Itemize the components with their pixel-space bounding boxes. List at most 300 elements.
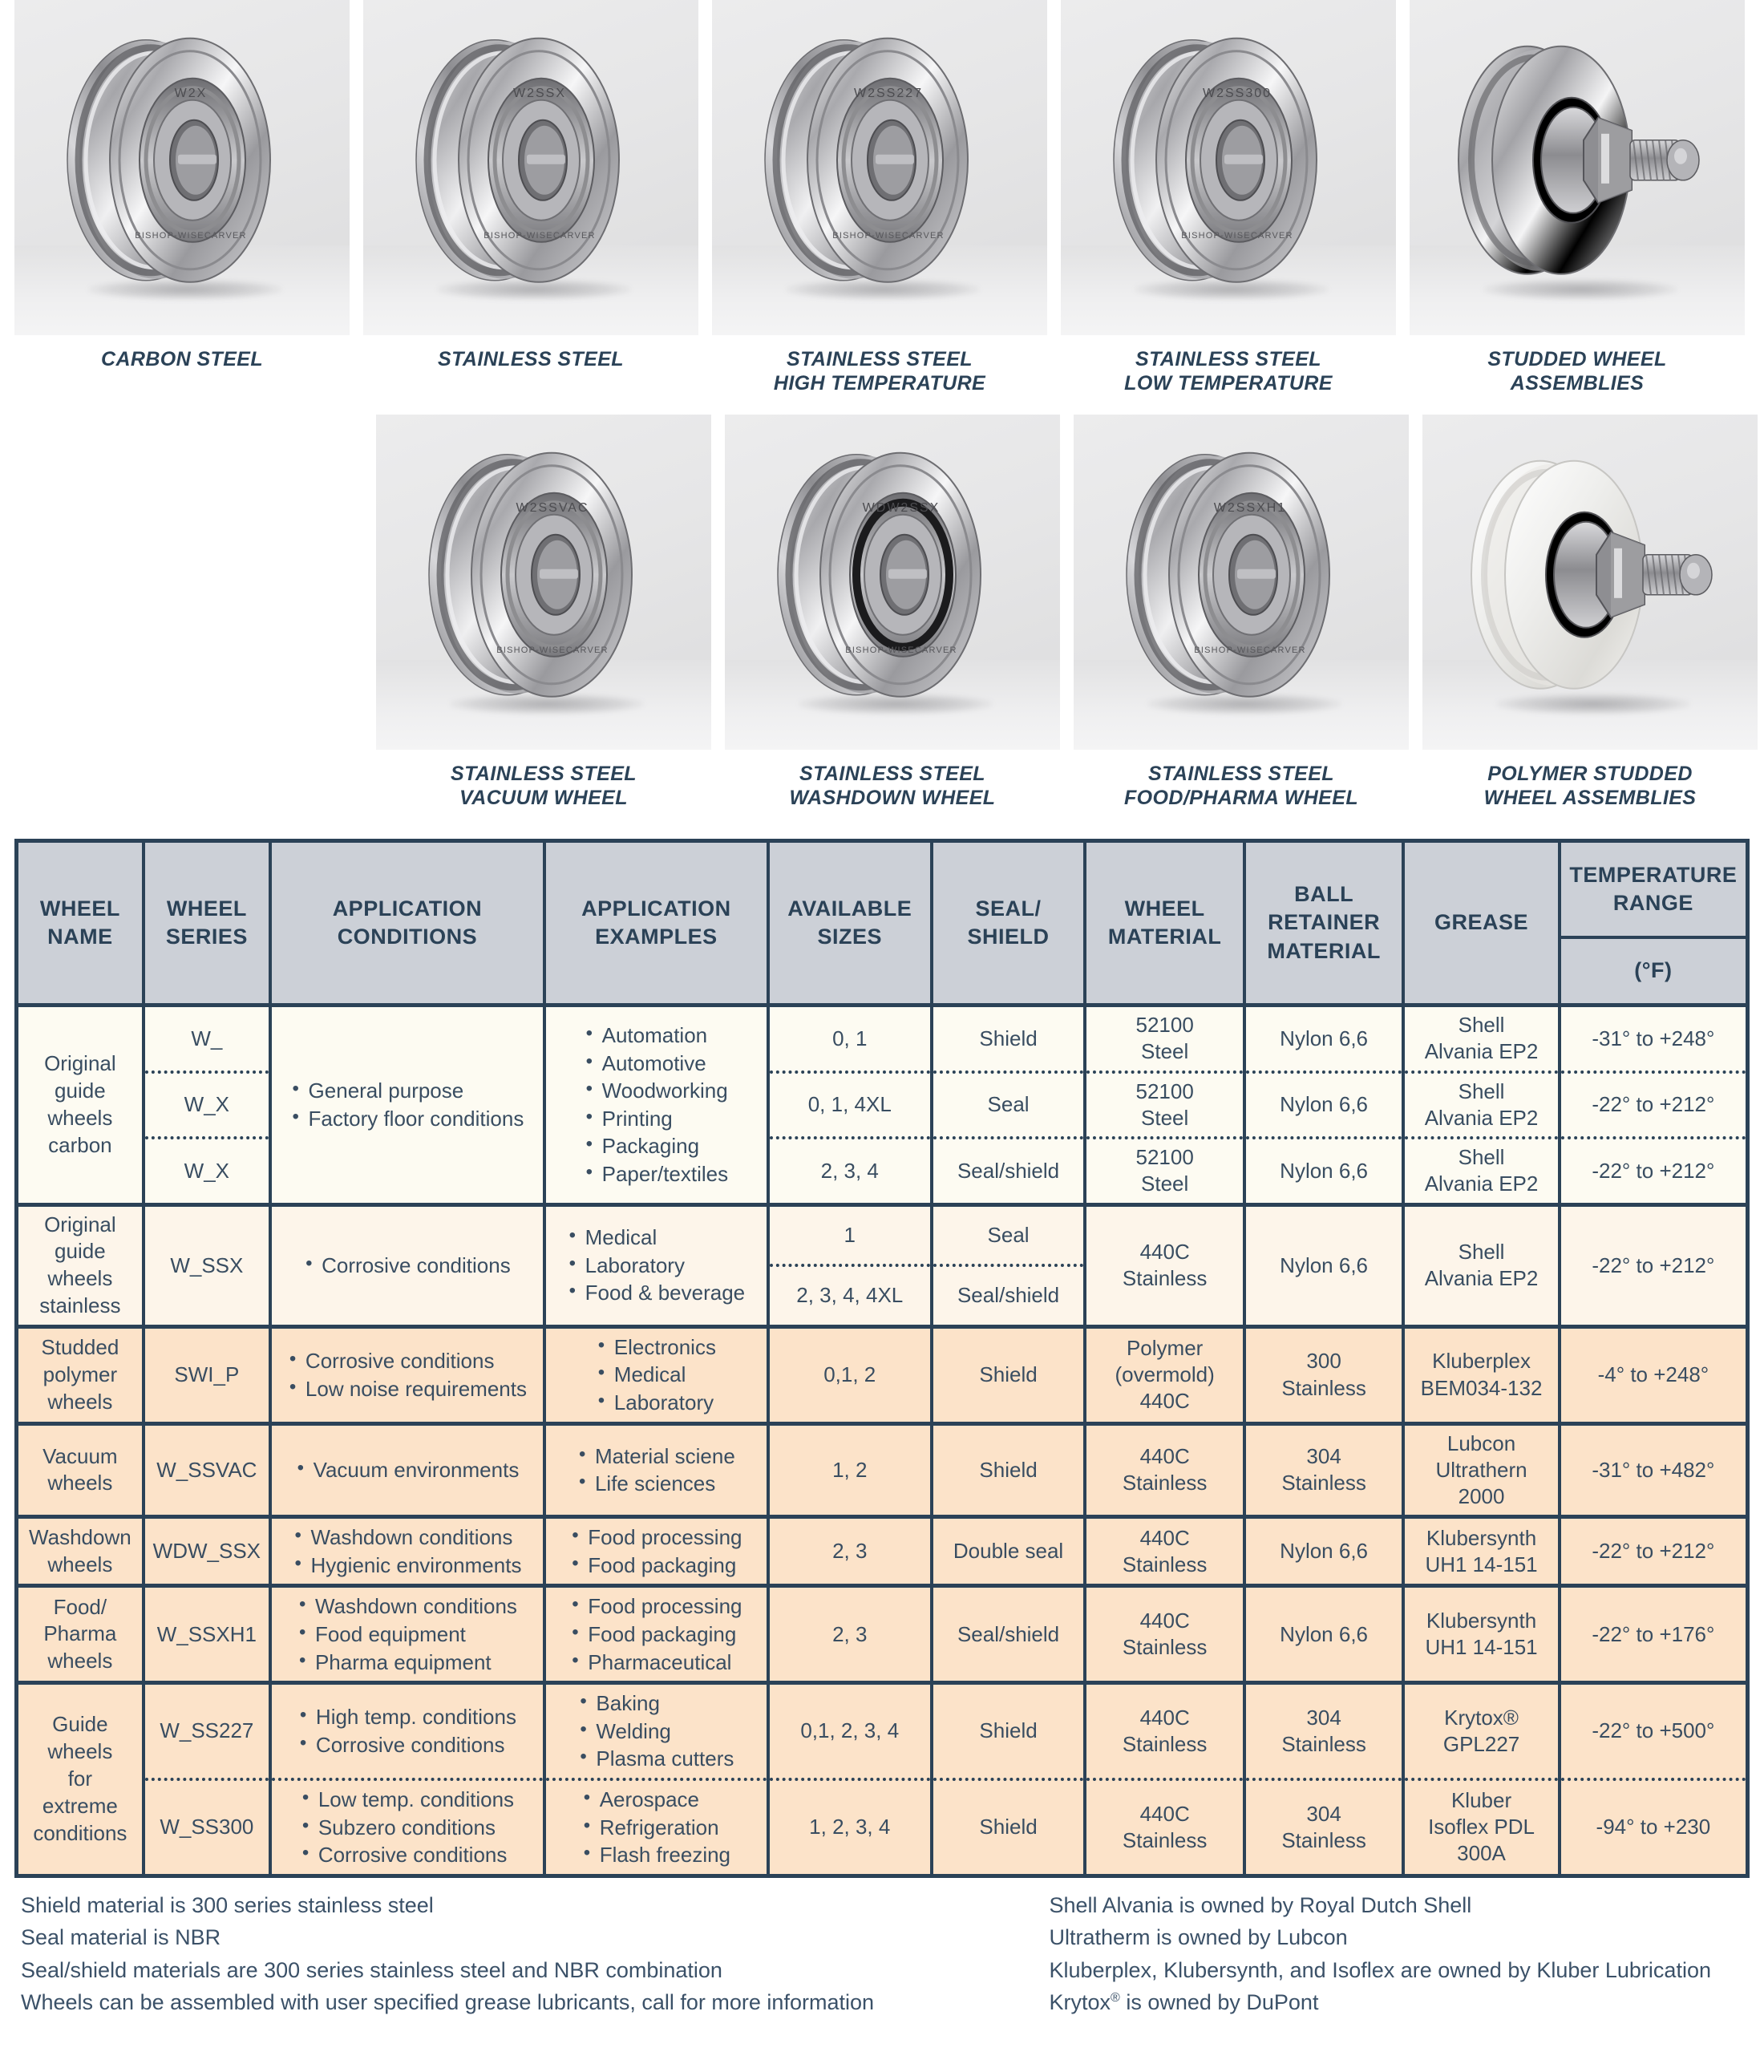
cell-line: Polymer bbox=[1126, 1335, 1204, 1360]
cell-wheel-series: W_SSVAC bbox=[144, 1423, 270, 1517]
cell-grease bbox=[1403, 1006, 1559, 1072]
bullet-list bbox=[296, 1456, 520, 1484]
footnotes-right-column bbox=[1049, 1889, 1750, 2019]
table-header-row bbox=[17, 841, 1748, 1006]
footnote-line: Seal material is NBR bbox=[21, 1925, 221, 1950]
cell-temperature-range: -22° to +500° bbox=[1560, 1683, 1748, 1779]
cell-wheel-material bbox=[1085, 1138, 1244, 1204]
product-photo-row-2 bbox=[376, 415, 1750, 810]
bullet-item: • High temp. conditions bbox=[298, 1703, 516, 1731]
cell-line: Klubersynth bbox=[1426, 1525, 1537, 1550]
cell-line: wheels bbox=[47, 1552, 113, 1576]
cell-seal-shield: Shield bbox=[932, 1423, 1086, 1517]
cell-application-conditions bbox=[270, 1517, 544, 1586]
cell-wheel-name bbox=[17, 1423, 144, 1517]
photo-caption-line: CARBON STEEL bbox=[100, 348, 264, 370]
cell-wheel-series: W_X bbox=[144, 1138, 270, 1204]
cell-ball-retainer-material bbox=[1244, 1138, 1403, 1204]
cell-application-conditions bbox=[270, 1423, 544, 1517]
product-photo-cell bbox=[1074, 415, 1409, 810]
bullet-item: • Baking bbox=[578, 1690, 734, 1718]
cell-temperature-range: -22° to +212° bbox=[1560, 1072, 1748, 1139]
footnote-line: Krytox® is owned by DuPont bbox=[1049, 1990, 1319, 2015]
cell-line: 304 bbox=[1306, 1444, 1341, 1469]
bullet-list bbox=[298, 1703, 516, 1758]
cell-line: wheels bbox=[47, 1471, 113, 1495]
bullet-item: • Vacuum environments bbox=[296, 1456, 520, 1484]
cell-wheel-series: W_SS227 bbox=[144, 1683, 270, 1779]
photo-caption-line: STUDDED WHEEL bbox=[1487, 348, 1667, 370]
footnote-line: Shield material is 300 series stainless steel bbox=[21, 1892, 434, 1917]
cell-line: Stainless bbox=[1281, 1732, 1366, 1757]
bullet-item: • Corrosive conditions bbox=[304, 1252, 511, 1280]
cell-application-conditions bbox=[270, 1204, 544, 1326]
product-caption bbox=[1061, 348, 1396, 395]
cell-line: Original bbox=[44, 1212, 116, 1236]
cell-line: conditions bbox=[33, 1820, 127, 1845]
cell-seal-shield: Shield bbox=[932, 1779, 1086, 1876]
cell-line: Vacuum bbox=[42, 1443, 118, 1468]
cell-line: Stainless bbox=[1122, 1471, 1208, 1495]
product-caption bbox=[1422, 763, 1758, 810]
cell-available-sizes: 0, 1 bbox=[768, 1006, 932, 1072]
cell-temperature-range: -22° to +212° bbox=[1560, 1138, 1748, 1204]
cell-wheel-name bbox=[17, 1517, 144, 1586]
bullet-item: • Automation bbox=[585, 1022, 729, 1050]
cell-grease bbox=[1403, 1586, 1559, 1683]
bullet-item: • Corrosive conditions bbox=[288, 1347, 527, 1375]
table-body bbox=[17, 1006, 1748, 1876]
product-photo-cell bbox=[14, 0, 350, 395]
cell-line: Washdown bbox=[29, 1525, 131, 1550]
cell-line: 440C bbox=[1139, 1239, 1190, 1264]
bearing-graphic bbox=[1096, 28, 1361, 297]
svg-text:W2SSXH1: W2SSXH1 bbox=[1213, 500, 1287, 515]
product-caption bbox=[725, 763, 1060, 810]
cell-line: Isoflex PDL bbox=[1428, 1815, 1535, 1839]
cell-grease bbox=[1403, 1138, 1559, 1204]
cell-line: 2000 bbox=[1458, 1484, 1505, 1509]
bullet-list bbox=[293, 1524, 521, 1579]
cell-line: 440C bbox=[1139, 1525, 1190, 1550]
cell-wheel-material bbox=[1085, 1517, 1244, 1586]
svg-text:BISHOP-WISECARVER: BISHOP-WISECARVER bbox=[832, 230, 945, 241]
cell-seal-shield: Double seal bbox=[932, 1517, 1086, 1586]
bullet-item: • Food packaging bbox=[570, 1621, 742, 1649]
cell-line: Krytox® bbox=[1444, 1705, 1519, 1730]
bullet-item: • General purpose bbox=[291, 1077, 524, 1105]
cell-wheel-material bbox=[1085, 1204, 1244, 1326]
bearing-graphic bbox=[50, 28, 314, 297]
product-photo bbox=[725, 415, 1060, 750]
cell-application-examples bbox=[544, 1779, 768, 1876]
svg-text:W2SSVAC: W2SSVAC bbox=[516, 500, 589, 515]
cell-application-examples bbox=[544, 1423, 768, 1517]
svg-text:BISHOP-WISECARVER: BISHOP-WISECARVER bbox=[483, 230, 596, 241]
cell-line: wheels bbox=[47, 1389, 113, 1414]
bullet-item: • Food processing bbox=[570, 1592, 742, 1621]
bullet-item: • Life sciences bbox=[577, 1470, 735, 1498]
product-photo-cell bbox=[712, 0, 1047, 395]
cell-wheel-series: SWI_P bbox=[144, 1326, 270, 1423]
cell-seal-shield: Shield bbox=[932, 1326, 1086, 1423]
bullet-item: • Automotive bbox=[585, 1050, 729, 1078]
cell-ball-retainer-material bbox=[1244, 1779, 1403, 1876]
cell-wheel-name bbox=[17, 1683, 144, 1876]
cell-wheel-material bbox=[1085, 1072, 1244, 1139]
cell-line: 52100 bbox=[1135, 1013, 1194, 1037]
cell-line: Steel bbox=[1141, 1039, 1189, 1064]
cell-available-sizes: 2, 3 bbox=[768, 1517, 932, 1586]
cell-line: Stainless bbox=[1281, 1375, 1366, 1400]
cell-line: Studded bbox=[41, 1334, 119, 1359]
photo-caption-line: LOW TEMPERATURE bbox=[1124, 371, 1333, 395]
cell-available-sizes: 0, 1, 4XL bbox=[768, 1072, 932, 1139]
bullet-item: • Hygienic environments bbox=[293, 1552, 521, 1580]
bearing-illustration bbox=[1096, 28, 1361, 293]
cell-wheel-material bbox=[1085, 1779, 1244, 1876]
bullet-item: • Low temp. conditions bbox=[301, 1786, 514, 1814]
table-row bbox=[17, 1683, 1748, 1779]
bullet-item: • Food & beverage bbox=[568, 1279, 745, 1307]
cell-seal-shield: Seal/shield bbox=[932, 1586, 1086, 1683]
bullet-item: • Washdown conditions bbox=[297, 1592, 517, 1621]
cell-line: wheels bbox=[47, 1649, 113, 1673]
cell-temperature-range: -22° to +212° bbox=[1560, 1204, 1748, 1326]
bullet-item: • Subzero conditions bbox=[301, 1814, 514, 1842]
cell-line: Kluberplex bbox=[1432, 1349, 1531, 1374]
svg-text:W2SSX: W2SSX bbox=[512, 86, 567, 100]
product-caption bbox=[1410, 348, 1745, 395]
svg-text:BISHOP-WISECARVER: BISHOP-WISECARVER bbox=[1194, 645, 1306, 655]
column-header: BALL RETAINER MATERIAL bbox=[1244, 841, 1403, 1006]
bullet-item: • Plasma cutters bbox=[578, 1745, 734, 1773]
photo-caption-line: STAINLESS STEEL bbox=[438, 348, 624, 370]
cell-available-sizes: 2, 3, 4 bbox=[768, 1138, 932, 1204]
bearing-graphic bbox=[411, 443, 676, 711]
bullet-list bbox=[570, 1592, 742, 1676]
cell-line: for bbox=[67, 1766, 93, 1791]
bullet-list bbox=[585, 1022, 729, 1188]
cell-line: Shell bbox=[1458, 1078, 1505, 1103]
bearing-illustration bbox=[399, 28, 663, 293]
cell-grease bbox=[1403, 1517, 1559, 1586]
cell-wheel-material bbox=[1085, 1586, 1244, 1683]
cell-line: Kluber bbox=[1450, 1787, 1512, 1812]
product-photo-cell bbox=[1422, 415, 1758, 810]
bullet-item: • Flash freezing bbox=[582, 1841, 730, 1869]
bearing-graphic bbox=[760, 443, 1025, 711]
cell-ball-retainer-material bbox=[1244, 1326, 1403, 1423]
cell-line: Nylon 6,6 bbox=[1280, 1253, 1369, 1277]
photo-caption-line: FOOD/PHARMA WHEEL bbox=[1124, 786, 1358, 809]
cell-application-examples bbox=[544, 1006, 768, 1205]
product-caption bbox=[14, 348, 350, 372]
cell-line: 440C bbox=[1139, 1389, 1190, 1414]
cell-ball-retainer-material bbox=[1244, 1072, 1403, 1139]
cell-line: 440C bbox=[1139, 1609, 1190, 1633]
photo-caption-line: POLYMER STUDDED bbox=[1487, 763, 1693, 785]
table-row bbox=[17, 1006, 1748, 1072]
bullet-item: • Pharma equipment bbox=[297, 1649, 517, 1677]
column-header: APPLICATION CONDITIONS bbox=[270, 841, 544, 1006]
cell-grease bbox=[1403, 1683, 1559, 1779]
photo-caption-line: ASSEMBLIES bbox=[1510, 371, 1645, 395]
column-header: SEAL/ SHIELD bbox=[932, 841, 1086, 1006]
column-header: APPLICATION EXAMPLES bbox=[544, 841, 768, 1006]
cell-wheel-series: W_SSX bbox=[144, 1204, 270, 1326]
cell-grease bbox=[1403, 1072, 1559, 1139]
cell-line: GPL227 bbox=[1442, 1732, 1520, 1757]
bullet-item: • Packaging bbox=[585, 1132, 729, 1160]
photo-caption-line: WASHDOWN WHEEL bbox=[789, 786, 996, 809]
photo-caption-line: HIGH TEMPERATURE bbox=[773, 371, 986, 395]
cell-wheel-material bbox=[1085, 1006, 1244, 1072]
product-photo-row-1 bbox=[14, 0, 1750, 395]
product-photo bbox=[363, 0, 698, 335]
bullet-item: • Low noise requirements bbox=[288, 1375, 527, 1403]
product-photo-cell bbox=[363, 0, 698, 395]
bullet-item: • Medical bbox=[568, 1224, 745, 1252]
cell-line: BEM034-132 bbox=[1420, 1375, 1543, 1400]
product-photo bbox=[1061, 0, 1396, 335]
cell-seal-shield: Shield bbox=[932, 1683, 1086, 1779]
cell-available-sizes: 0,1, 2, 3, 4 bbox=[768, 1683, 932, 1779]
bearing-graphic bbox=[399, 28, 663, 297]
cell-line: Nylon 6,6 bbox=[1280, 1158, 1369, 1183]
cell-wheel-material bbox=[1085, 1423, 1244, 1517]
cell-available-sizes: 2, 3 bbox=[768, 1586, 932, 1683]
photo-caption-line: VACUUM WHEEL bbox=[459, 786, 628, 809]
cell-application-conditions bbox=[270, 1779, 544, 1876]
cell-wheel-name bbox=[17, 1204, 144, 1326]
product-photo bbox=[1074, 415, 1409, 750]
bullet-item: • Laboratory bbox=[568, 1252, 745, 1280]
product-caption bbox=[363, 348, 698, 372]
cell-line: 440C bbox=[1139, 1444, 1190, 1469]
cell-available-sizes: 1 bbox=[768, 1204, 932, 1265]
footnote-line: Wheels can be assembled with user specified grease lubricants, call for more information bbox=[21, 1990, 874, 2015]
cell-available-sizes: 1, 2 bbox=[768, 1423, 932, 1517]
bullet-item: • Medical bbox=[597, 1361, 716, 1389]
product-photo-cell bbox=[725, 415, 1060, 810]
bullet-list bbox=[291, 1077, 524, 1132]
cell-temperature-range: -94° to +230 bbox=[1560, 1779, 1748, 1876]
cell-seal-shield: Seal/shield bbox=[932, 1138, 1086, 1204]
product-photo bbox=[1422, 415, 1758, 750]
cell-line: Alvania EP2 bbox=[1424, 1105, 1539, 1130]
cell-line: UH1 14-151 bbox=[1425, 1635, 1538, 1660]
cell-temperature-range: -4° to +248° bbox=[1560, 1326, 1748, 1423]
bullet-item: • Welding bbox=[578, 1718, 734, 1746]
bullet-item: • Food processing bbox=[570, 1524, 742, 1552]
cell-available-sizes: 1, 2, 3, 4 bbox=[768, 1779, 932, 1876]
cell-line: 52100 bbox=[1135, 1145, 1194, 1170]
cell-line: wheels bbox=[47, 1266, 113, 1291]
bullet-list bbox=[304, 1252, 511, 1280]
cell-line: guide bbox=[55, 1239, 106, 1264]
bullet-list bbox=[577, 1443, 735, 1498]
cell-line: Original bbox=[44, 1051, 116, 1076]
column-header: WHEEL NAME bbox=[17, 841, 144, 1006]
cell-line: carbon bbox=[48, 1132, 112, 1157]
bullet-list bbox=[288, 1347, 527, 1402]
cell-application-examples bbox=[544, 1586, 768, 1683]
table-row bbox=[17, 1517, 1748, 1586]
product-caption bbox=[712, 348, 1047, 395]
product-photo bbox=[712, 0, 1047, 335]
cell-line: Shell bbox=[1458, 1145, 1505, 1170]
cell-ball-retainer-material bbox=[1244, 1517, 1403, 1586]
cell-grease bbox=[1403, 1779, 1559, 1876]
bullet-list bbox=[301, 1786, 514, 1869]
bullet-list bbox=[578, 1690, 734, 1773]
cell-application-conditions bbox=[270, 1586, 544, 1683]
bearing-graphic bbox=[1109, 443, 1374, 711]
cell-line: wheels bbox=[47, 1739, 113, 1764]
bullet-item: • Laboratory bbox=[597, 1389, 716, 1417]
cell-temperature-range: -22° to +212° bbox=[1560, 1517, 1748, 1586]
cell-line: (overmold) bbox=[1115, 1362, 1215, 1387]
cell-wheel-series: W_SS300 bbox=[144, 1779, 270, 1876]
bullet-list bbox=[297, 1592, 517, 1676]
column-header-temperature-range bbox=[1560, 841, 1748, 1006]
bullet-item: • Printing bbox=[585, 1105, 729, 1133]
cell-line: Alvania EP2 bbox=[1424, 1266, 1539, 1291]
cell-line: 300A bbox=[1457, 1841, 1506, 1866]
column-header: WHEEL MATERIAL bbox=[1085, 841, 1244, 1006]
bullet-item: • Washdown conditions bbox=[293, 1524, 521, 1552]
cell-wheel-name bbox=[17, 1006, 144, 1205]
cell-application-examples bbox=[544, 1683, 768, 1779]
photo-caption-line: STAINLESS STEEL bbox=[1135, 348, 1321, 370]
photo-caption-line: STAINLESS STEEL bbox=[787, 348, 973, 370]
cell-application-conditions bbox=[270, 1683, 544, 1779]
svg-text:BISHOP-WISECARVER: BISHOP-WISECARVER bbox=[1181, 230, 1293, 241]
cell-available-sizes: 0,1, 2 bbox=[768, 1326, 932, 1423]
cell-line: UH1 14-151 bbox=[1425, 1552, 1538, 1576]
table-row bbox=[17, 1423, 1748, 1517]
product-photo bbox=[1410, 0, 1745, 335]
cell-line: 440C bbox=[1139, 1705, 1190, 1730]
bearing-graphic bbox=[1454, 443, 1726, 711]
bullet-item: • Material sciene bbox=[577, 1443, 735, 1471]
bearing-illustration bbox=[411, 443, 676, 707]
cell-line: Stainless bbox=[1281, 1827, 1366, 1852]
cell-line: Ultrathern bbox=[1435, 1457, 1527, 1482]
cell-wheel-name bbox=[17, 1326, 144, 1423]
cell-seal-shield: Seal bbox=[932, 1072, 1086, 1139]
bullet-item: • Food equipment bbox=[297, 1621, 517, 1649]
bullet-item: • Woodworking bbox=[585, 1077, 729, 1105]
bullet-item: • Aerospace bbox=[582, 1786, 730, 1814]
cell-application-examples bbox=[544, 1204, 768, 1326]
cell-line: extreme bbox=[42, 1793, 118, 1818]
cell-wheel-material bbox=[1085, 1683, 1244, 1779]
cell-line: Food/ bbox=[53, 1594, 107, 1619]
cell-application-conditions bbox=[270, 1326, 544, 1423]
cell-line: Nylon 6,6 bbox=[1280, 1621, 1369, 1646]
svg-text:BISHOP-WISECARVER: BISHOP-WISECARVER bbox=[845, 645, 957, 655]
footnotes bbox=[14, 1889, 1750, 2019]
cell-temperature-range: -31° to +248° bbox=[1560, 1006, 1748, 1072]
cell-line: wheels bbox=[47, 1105, 113, 1130]
cell-application-examples bbox=[544, 1517, 768, 1586]
bullet-list bbox=[568, 1224, 745, 1307]
bullet-item: • Electronics bbox=[597, 1333, 716, 1362]
table-header bbox=[17, 841, 1748, 1006]
product-caption bbox=[376, 763, 711, 810]
footnote-line: Seal/shield materials are 300 series stainless steel and NBR combination bbox=[21, 1957, 722, 1982]
specification-table-wrapper bbox=[14, 839, 1750, 1878]
cell-line: Nylon 6,6 bbox=[1280, 1026, 1369, 1050]
cell-ball-retainer-material bbox=[1244, 1006, 1403, 1072]
bullet-list bbox=[597, 1333, 716, 1417]
cell-line: 304 bbox=[1306, 1801, 1341, 1826]
product-photo-cell bbox=[376, 415, 711, 810]
cell-line: Stainless bbox=[1122, 1635, 1208, 1660]
bullet-item: • Corrosive conditions bbox=[301, 1841, 514, 1869]
cell-ball-retainer-material bbox=[1244, 1586, 1403, 1683]
cell-line: Stainless bbox=[1122, 1732, 1208, 1757]
svg-text:WDW2SSX: WDW2SSX bbox=[862, 500, 941, 515]
svg-text:W2SS300: W2SS300 bbox=[1202, 86, 1272, 100]
cell-line: polymer bbox=[42, 1362, 118, 1386]
cell-line: Nylon 6,6 bbox=[1280, 1092, 1369, 1117]
product-photo-cell bbox=[1410, 0, 1745, 395]
cell-ball-retainer-material bbox=[1244, 1204, 1403, 1326]
cell-grease bbox=[1403, 1204, 1559, 1326]
cell-seal-shield: Seal/shield bbox=[932, 1265, 1086, 1326]
cell-available-sizes: 2, 3, 4, 4XL bbox=[768, 1265, 932, 1326]
cell-line: Shell bbox=[1458, 1013, 1505, 1037]
cell-line: Steel bbox=[1141, 1172, 1189, 1196]
footnote-line: Ultratherm is owned by Lubcon bbox=[1049, 1925, 1348, 1950]
cell-temperature-range: -22° to +176° bbox=[1560, 1586, 1748, 1683]
cell-wheel-name bbox=[17, 1586, 144, 1683]
cell-line: guide bbox=[55, 1078, 106, 1103]
cell-line: 300 bbox=[1306, 1349, 1341, 1374]
bearing-graphic bbox=[747, 28, 1012, 297]
cell-line: Stainless bbox=[1281, 1471, 1366, 1495]
cell-line: Pharma bbox=[43, 1621, 117, 1646]
product-caption bbox=[1074, 763, 1409, 810]
bullet-item: • Refrigeration bbox=[582, 1814, 730, 1842]
bearing-graphic bbox=[1441, 28, 1713, 297]
svg-text:BISHOP-WISECARVER: BISHOP-WISECARVER bbox=[135, 230, 247, 241]
cell-wheel-series: W_X bbox=[144, 1072, 270, 1139]
table-row bbox=[17, 1586, 1748, 1683]
cell-line: Nylon 6,6 bbox=[1280, 1539, 1369, 1564]
product-photo-cell bbox=[1061, 0, 1396, 395]
svg-text:W2SS227: W2SS227 bbox=[853, 86, 924, 100]
cell-grease bbox=[1403, 1326, 1559, 1423]
cell-line: Guide bbox=[52, 1712, 108, 1737]
table-row bbox=[17, 1326, 1748, 1423]
cell-line: Steel bbox=[1141, 1105, 1189, 1130]
cell-seal-shield: Shield bbox=[932, 1006, 1086, 1072]
table-row bbox=[17, 1779, 1748, 1876]
cell-line: Shell bbox=[1458, 1239, 1505, 1264]
cell-line: Alvania EP2 bbox=[1424, 1172, 1539, 1196]
bearing-illustration bbox=[747, 28, 1012, 293]
cell-line: 440C bbox=[1139, 1801, 1190, 1826]
photo-caption-line: STAINLESS STEEL bbox=[799, 763, 985, 785]
product-photo bbox=[376, 415, 711, 750]
bullet-item: • Paper/textiles bbox=[585, 1160, 729, 1188]
bullet-item: • Food packaging bbox=[570, 1552, 742, 1580]
cell-wheel-series: W_SSXH1 bbox=[144, 1586, 270, 1683]
